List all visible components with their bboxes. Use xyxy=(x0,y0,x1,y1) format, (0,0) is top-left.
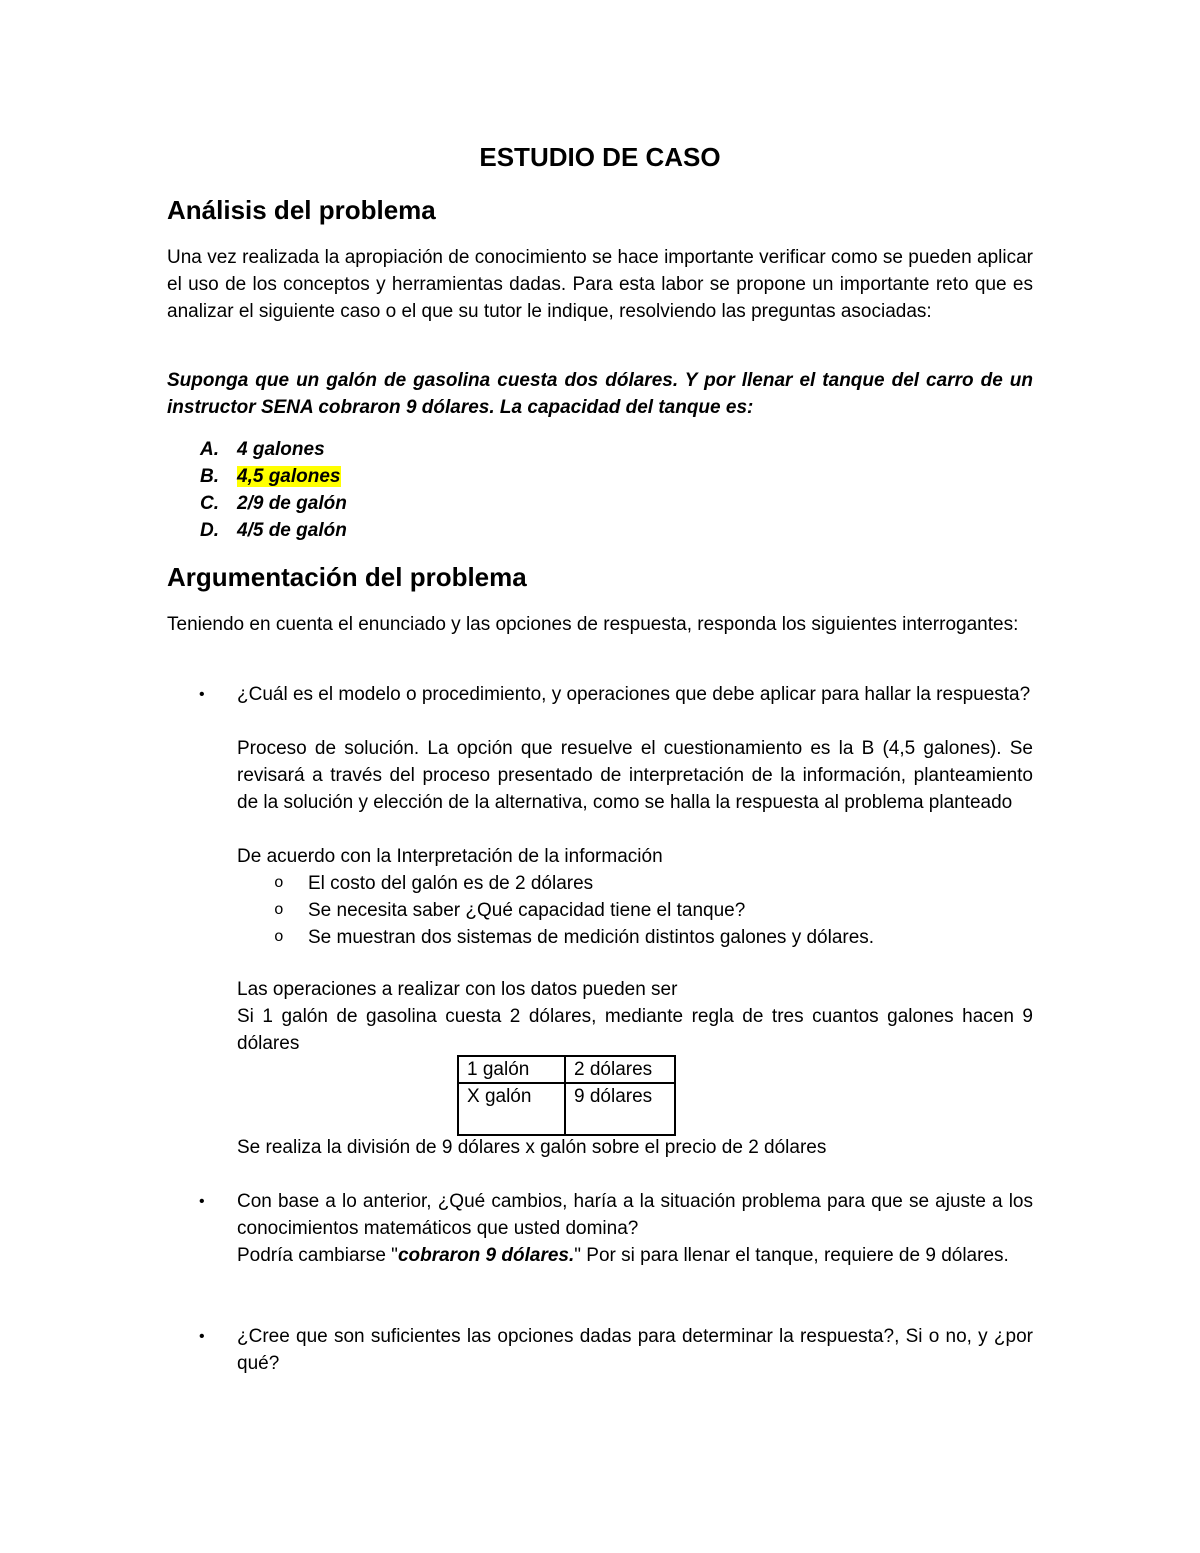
bullet-icon: • xyxy=(199,686,205,703)
sub-bullet-icon: o xyxy=(274,901,284,919)
question-3: ¿Cree que son suficientes las opciones dadas para determinar la respuesta?, Si o no, y ¿por qué? xyxy=(237,1326,1033,1374)
answer-options xyxy=(200,436,347,544)
answer-2: Podría cambiarse "cobraron 9 dólares." Por si para llenar el tanque, requiere de 9 dólares. xyxy=(237,1245,1009,1266)
document-title: ESTUDIO DE CASO xyxy=(479,142,721,172)
argument-intro: Teniendo en cuenta el enunciado y las opciones de respuesta, responda los siguientes interrogantes: xyxy=(167,614,1019,635)
sub-bullet-icon: o xyxy=(274,928,284,946)
option-a: A. 4 galones xyxy=(200,439,325,460)
operations-text: Si 1 galón de gasolina cuesta 2 dólares, mediante regla de tres cuantos galones hacen 9 dólares xyxy=(237,1006,1033,1054)
table-cell: 1 galón xyxy=(458,1056,565,1083)
answer-1: Proceso de solución. La opción que resuelve el cuestionamiento es la B (4,5 galones). Se revisará a través del proceso presentado de interpretación de la información, planteamiento de la solución y elección de la alternativa, como se halla la respuesta al problema planteado xyxy=(237,738,1033,813)
bullet-icon: • xyxy=(199,1193,205,1210)
sub-item-2: Se necesita saber ¿Qué capacidad tiene el tanque? xyxy=(308,900,746,921)
table-row xyxy=(458,1083,675,1135)
table-cell: 2 dólares xyxy=(565,1056,675,1083)
table-cell: X galón xyxy=(458,1083,565,1135)
highlighted-answer: 4,5 galones xyxy=(237,466,341,487)
bullet-icon: • xyxy=(199,1328,205,1345)
heading-argumentacion: Argumentación del problema xyxy=(167,562,527,592)
operations-label: Las operaciones a realizar con los datos pueden ser xyxy=(237,979,678,1000)
question-2: Con base a lo anterior, ¿Qué cambios, haría a la situación problema para que se ajuste a los conocimientos matemáticos que usted domina? xyxy=(237,1191,1033,1239)
sub-item-3: Se muestran dos sistemas de medición distintos galones y dólares. xyxy=(308,927,875,948)
option-b: B. 4,5 galones xyxy=(200,466,341,487)
option-c: C. 2/9 de galón xyxy=(200,493,347,514)
option-d: D. 4/5 de galón xyxy=(200,520,347,541)
question-1: ¿Cuál es el modelo o procedimiento, y operaciones que debe aplicar para hallar la respuesta? xyxy=(237,684,1031,705)
sub-item-1: El costo del galón es de 2 dólares xyxy=(308,873,594,894)
heading-analisis: Análisis del problema xyxy=(167,195,436,225)
sub-bullet-icon: o xyxy=(274,874,284,892)
answer-2-emphasis: cobraron 9 dólares. xyxy=(397,1245,575,1266)
division-text: Se realiza la división de 9 dólares x galón sobre el precio de 2 dólares xyxy=(237,1137,827,1158)
table-cell: 9 dólares xyxy=(565,1083,675,1135)
problem-statement: Suponga que un galón de gasolina cuesta dos dólares. Y por llenar el tanque del carro de un instructor SENA cobraron 9 dólares. La capacidad del tanque es: xyxy=(167,370,1033,418)
intro-paragraph: Una vez realizada la apropiación de conocimiento se hace importante verificar como se pueden aplicar el uso de los conceptos y herramientas dadas. Para esta labor se propone un importante reto que es analizar el siguiente caso o el que su tutor le indique, resolviendo las preguntas asociadas: xyxy=(167,247,1033,322)
table-row xyxy=(458,1056,675,1083)
interpretation-label: De acuerdo con la Interpretación de la información xyxy=(237,846,663,867)
rule-of-three-table xyxy=(457,1055,676,1136)
